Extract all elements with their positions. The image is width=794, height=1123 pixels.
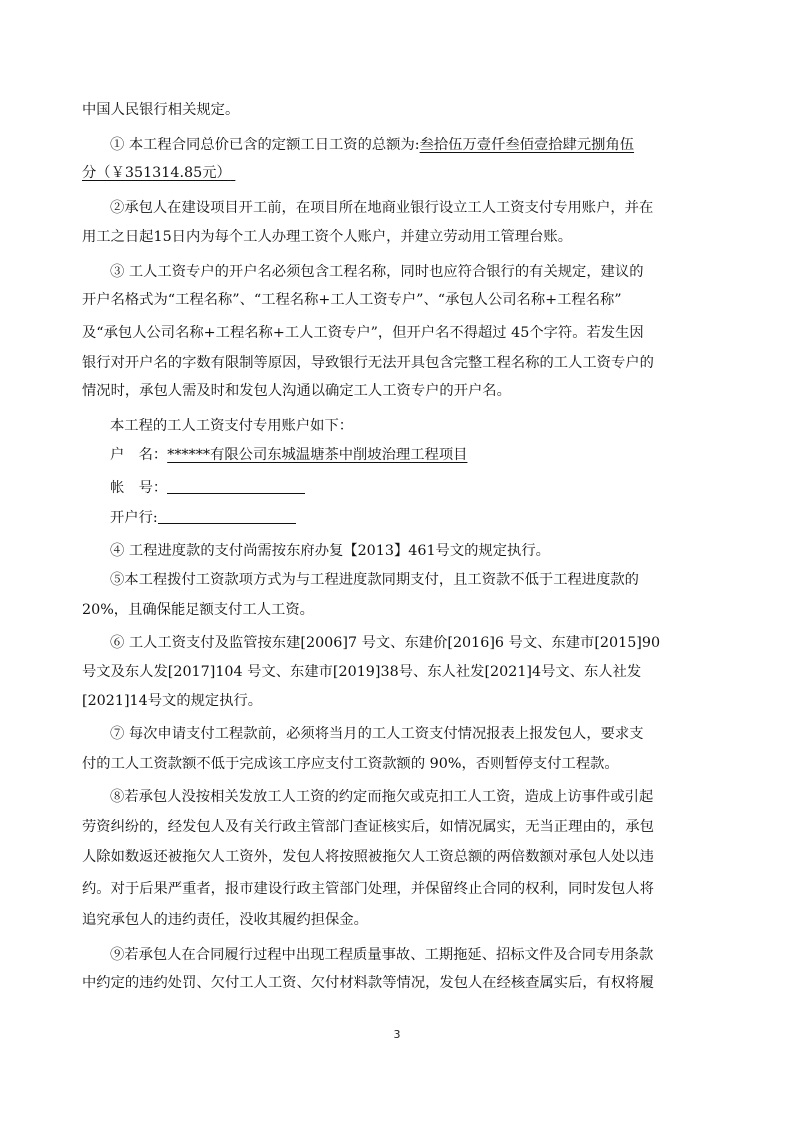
wage-total-label: ① 本工程合同总价已含的定额工日工资的总额为: (110, 137, 420, 153)
wage-total-line-2 (82, 163, 237, 183)
page-number: 3 (393, 1028, 401, 1041)
paragraph-line: 劳资纠纷的，经发包人及有关行政主管部门查证核实后，如情况属实，无当正理由的，承包 (82, 819, 654, 835)
paragraph-line: ③ 工人工资专户的开户名必须包含工程名称，同时也应符合银行的有关规定，建议的 (110, 264, 644, 280)
paragraph-line: ⑧若承包人没按相关发放工人工资的约定而拖欠或克扣工人工资，造成上访事件或引起 (110, 789, 654, 805)
paragraph-line: 银行对开户名的字数有限制等原因，导致银行无法开具包含完整工程名称的工人工资专户的 (82, 355, 654, 371)
wage-total-amount: 叁拾伍万壹仟叁佰壹拾肆元捌角伍 (419, 137, 635, 153)
account-number-label: 帐 号： (110, 480, 168, 496)
paragraph-line: 情况时，承包人需及时和发包人沟通以确定工人工资专户的开户名。 (82, 383, 511, 399)
paragraph-line: ⑤本工程拨付工资款项方式为与工程进度款同期支付，且工资款不低于工程进度款的 (110, 572, 639, 588)
paragraph-line: 开户名格式为“工程名称”、“工程名称+工人工资专户”、“承包人公司名称+工程名称” (82, 292, 622, 308)
paragraph-line: 及“承包人公司名称+工程名称+工人工资专户”，但开户名不得超过 45个字符。若发生因 (82, 325, 644, 341)
paragraph-line: 中约定的违约处罚、欠付工人工资、欠付材料款等情况，发包人在经核查属实后，有权将履 (82, 975, 654, 991)
account-name-label: 户 名： (110, 447, 168, 463)
paragraph-line: 追究承包人的违约责任，没收其履约担保金。 (82, 912, 368, 928)
account-name-row (110, 445, 467, 465)
account-number-blank (167, 479, 305, 494)
account-number-row (110, 478, 305, 498)
paragraph-line: 付的工人工资款额不低于完成该工序应支付工资款额的 90%，否则暂停支付工程款。 (82, 756, 619, 772)
wage-total-line (110, 135, 634, 155)
paragraph-line: ④ 工程进度款的支付尚需按东府办复【2013】461号文的规定执行。 (110, 543, 550, 559)
wage-total-amount-cont: 分（￥351314.85元） (82, 165, 231, 181)
account-bank-label: 开户行: (110, 510, 158, 526)
paragraph-line: 号文及东人发[2017]104 号文、东建市[2019]38号、东人社发[2021]4号文、东人社发 (82, 664, 642, 680)
paragraph-line: ②承包人在建设项目开工前，在项目所在地商业银行设立工人工资支付专用账户，并在 (110, 200, 654, 216)
paragraph-line: 20%，且确保能足额支付工人工资。 (82, 602, 314, 618)
paragraph-line: [2021]14号文的规定执行。 (82, 693, 263, 709)
paragraph-line: 人除如数返还被拖欠人工资外，发包人将按照被拖欠人工资总额的两倍数额对承包人处以违 (82, 849, 654, 865)
account-name-value: ******有限公司东城温塘茶中削坡治理工程项目 (167, 447, 468, 463)
account-bank-blank (158, 509, 296, 524)
paragraph-line: ⑥ 工人工资支付及监管按东建[2006]7 号文、东建价[2016]6 号文、东建市[2015]90 (110, 635, 661, 651)
paragraph-line: ⑦ 每次申请支付工程款前，必须将当月的工人工资支付情况报表上报发包人，要求支 (110, 726, 644, 742)
paragraph-line: ⑨若承包人在合同履行过程中出现工程质量事故、工期拖延、招标文件及合同专用条款 (110, 947, 654, 963)
paragraph-line: 中国人民银行相关规定。 (82, 102, 240, 118)
account-bank-row (110, 508, 296, 528)
paragraph-line: 用工之日起15日内为每个工人办理工资个人账户，并建立劳动用工管理台账。 (82, 229, 572, 245)
paragraph-line: 本工程的工人工资支付专用账户如下： (110, 418, 354, 434)
paragraph-line: 约。对于后果严重者，报市建设行政主管部门处理，并保留终止合同的权利，同时发包人将 (82, 881, 654, 897)
